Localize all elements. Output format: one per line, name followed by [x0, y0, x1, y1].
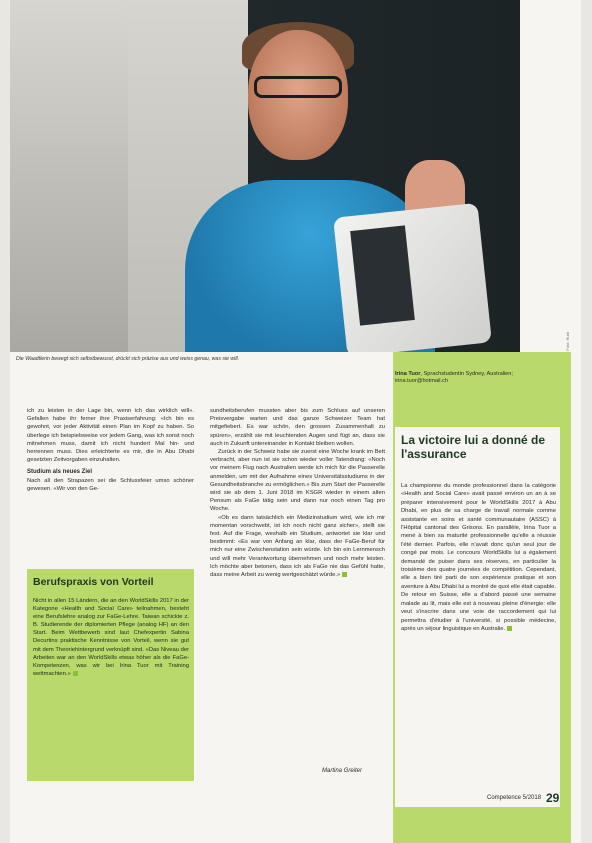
- end-square-icon: [73, 671, 78, 676]
- end-square-icon: [342, 572, 347, 577]
- author-description: , Sprachstudentin Sydney, Australien;: [420, 371, 513, 377]
- french-box-text: La championne du monde professionnel dans la catégorie «Health and Social Care» avait passé environ un an à se préparer intensivement pour le WorldSkills 2017 à Abu Dhabi, en plus de sa charge de travail normale comme assistante en soins et santé communautaire (ASSC) à l'Hôpital cantonal des Grisons. En parallèle, Irina Tuor a mené à bien sa maturité professionnelle qu'elle a réussie l'été dernier. Parfois, elle n'avait donc qu'un seul jour de congé par mois. Le concours WorldSkills lui a également demandé de puiser dans ses réserves, en particulier la troisième des quatre journées de compétition. Cependant, elle a bien tiré parti de son expérience pratique et son aventure à Abu Dhabi lui a montré de quoi elle était capable. De retour en Suisse, elle a d'abord passé une semaine malade au lit, mais elle est à nouveau pleine d'énergie: elle veut s'inscrire dans une voie de raccordement qui lui permettra d'étudier à l'université, si possible médecine, après un séjour linguistique en Australie.: [401, 483, 557, 632]
- article-column-1: [27, 407, 194, 493]
- info-box-text: Nicht in allen 15 Ländern, die an den WorldSkills 2017 in der Kategorie «Health and Social Care» teilnahmen, besteht eine Berufslehre analog zur FaGe-Lehre. Taiwan schickte z. B. Studierende der diplomierten Pflege (analog HF) an den Start. Beim Wettbewerb sind laut Chefexpertin Sabina Decurtins praktische Kenntnisse von Vorteil, wenn sie gut mit dem Theoriehintergrund verknüpft sind. «Das Niveau der Arbeiten war an den WorldSkills etwas höher als die FaGe-Kompetenzen, was wir bei Irina Tuor mit Training wettmachten.»: [33, 598, 189, 677]
- subheading: Studium als neues Ziel: [27, 469, 93, 476]
- page-number: 29: [546, 791, 560, 805]
- photo-credit: Foto: Ruth: [565, 332, 570, 351]
- author-name: Irina Tuor: [395, 371, 421, 377]
- article-author: Martina Greiter: [322, 768, 363, 774]
- paragraph: Nach all den Strapazen sei die Schlussfeier umso schöner gewesen. «Wir von den Ge-: [27, 477, 194, 492]
- author-email[interactable]: irina.tuor@hotmail.ch: [395, 378, 448, 385]
- cover-photo: [10, 0, 520, 352]
- paragraph: Zurück in der Schweiz habe sie zuerst eine Woche krank im Bett verbracht, aber nun ist sie schon wieder voller Tatendrang: «Noch vor meinem Flug nach Australien werde ich mich für die Passerelle anmelden, um mit der Aufnahme eines Universitätsstudiums in der Gesundheitsbranche zu ermöglichen.» Bis zum Start der Passerelle wird sie ab dem 1. Juni 2018 im KSGR wieder in einem alten Pensum als FaGe tätig sein und dann nur noch einen Tag pro Woche.: [210, 449, 385, 513]
- magazine-name: Competence 5/2018: [487, 795, 542, 801]
- photo-caption: Die Waadtlerin bewegt sich selbstbewusst, drückt sich präzise aus und weiss genau, was sie will.: [16, 356, 240, 362]
- author-info: [395, 371, 565, 386]
- paragraph: sundheitsberufen mussten aber bis zum Schluss auf unseren Preisvergabe warten und das ganze Schweizer Team hat mitgefiebert. Es war schön, den grossen Zusammenhalt zu spüren», erzählt sie mit leuchtenden Augen und fügt an, dass sie auch in Zukunft untereinander in Kontakt bleiben wollen.: [210, 408, 385, 447]
- french-box-title: La victoire lui a donné de l'assurance: [401, 433, 546, 461]
- paragraph: ich zu leisten in der Lage bin, wenn ich das wirklich will». Gefallen habe ihr ferner ihre Praxiserfahrung: «Ich bin es gewohnt, vor jeder Aktivität einen Plan im Kopf zu haben. So überlege ich beispielsweise vor jedem Gang, was ich sonst noch mitnehmen muss, damit ich nicht hundert Mal hin- und herrennen muss. Dies erleichterte es mir, die in Abu Dhabi gesetzten Zeitvorgaben einzuhalten.: [27, 408, 194, 464]
- paragraph: «Ob es dann tatsächlich ein Medizinstudium wird, wie ich mir momentan vorschwebt, ist ich noch nicht ganz sicher», stellt sie fest. Auf die Frage, weshalb ein Studium, antwortet sie klar und bestimmt: «Es war von Anfang an klar, dass der FaGe-Beruf für mich nur eine Zwischenstation sein würde. Ich bin ein Lernmensch und will mehr Verantwortung übernehmen und noch mehr leisten. Ich möchte aber betonen, dass ich als FaGe nie das Gefühl hatte, dass meine Arbeit zu wenig wertgeschätzt würde.»: [210, 514, 385, 579]
- end-square-icon: [507, 626, 512, 631]
- article-column-2: [210, 407, 385, 579]
- info-box-title: Berufspraxis von Vorteil: [33, 576, 154, 588]
